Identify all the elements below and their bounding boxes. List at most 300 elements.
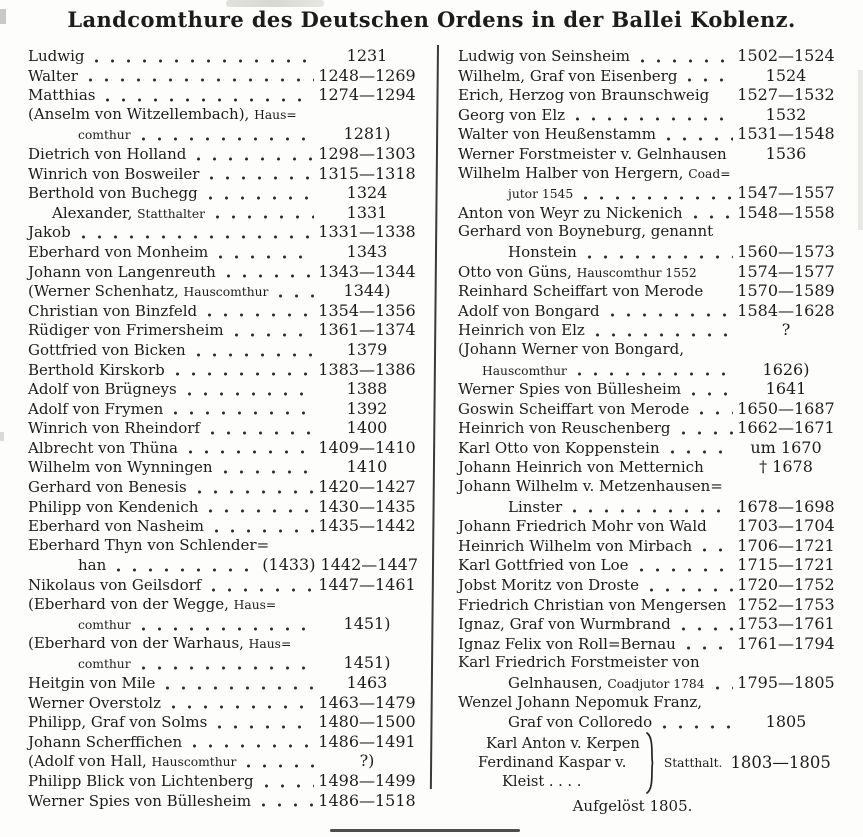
table-row [28,418,418,438]
entry-year: 1343 [346,241,388,261]
table-row [28,46,418,66]
entry-year: 1720—1752 [737,575,835,595]
table-row [28,536,418,556]
table-row [458,360,837,380]
table-row [28,653,418,673]
dot-leader [141,659,314,671]
dot-leader [662,718,733,730]
table-row [458,634,837,654]
entry-name: Johann Heinrich von Metternich [458,458,704,477]
table-row [28,320,418,340]
entry-name: Ignaz, Graf von Wurmbrand [458,615,671,634]
entry-year: 1392 [346,398,388,418]
entry-name-part: (Werner Schenhatz, [28,282,184,301]
entry-year: 1315—1318 [318,163,416,183]
table-row [28,360,418,380]
dot-leader [210,424,314,436]
entry-name: Linster [508,497,563,516]
table-row [28,124,418,144]
entry-name: Goswin Scheiffart von Merode [458,399,690,418]
table-row [28,693,418,713]
table-row [458,477,837,497]
entry-year: 1678—1698 [737,496,835,516]
entry-name: Karl Friedrich Forstmeister von [458,653,700,672]
statthalter-name: Ferdinand Kaspar v. [478,754,627,772]
dot-leader [278,287,314,299]
table-row [28,144,418,164]
table-row [28,771,418,791]
entry-name: Philipp, Graf von Solms [28,713,208,732]
entry-year: 1379 [346,339,388,359]
statthalter-names [478,734,640,792]
dot-leader [715,679,733,691]
entry-name: Berthold Kirskorb [28,360,165,379]
entry-name [28,125,131,143]
entry-year: 1547—1557 [737,183,835,203]
entry-name: Eberhard Thyn von Schlender= [28,535,270,554]
entry-year: 1805 [765,712,807,732]
table-row [28,457,418,477]
statthalter-label: Statthalt. [663,755,723,770]
dot-leader [691,385,733,397]
table-row [458,183,837,203]
entry-name: (Johann Werner von Bongard, [458,339,685,358]
entry-name: Ludwig [28,47,85,65]
entry-name-part: Otto von Güns, [458,262,577,281]
table-row [28,614,418,634]
entry-year: 1752—1753 [737,594,835,614]
right-column [458,46,837,815]
entry-name: Werner Spies von Büllesheim [28,791,252,810]
entry-year: 1715—1721 [737,555,835,575]
entry-name: Ignaz Felix von Roll=Bernau [458,634,676,653]
table-row [458,673,837,693]
entry-name: Adolf von Bongard [458,301,600,320]
entry-name: Werner Overstolz [28,693,161,712]
dot-leader [234,326,314,338]
entry-name-smalltype: comthur [78,618,131,633]
statthalter-years: 1803—1805 [730,753,831,773]
entry-year: 1795—1805 [737,673,835,692]
dot-leader [211,581,314,593]
entry-name: Wenzel Johann Nepomuk Franz, [458,692,703,711]
entry-name: Anton von Weyr zu Nickenich [458,203,683,222]
entry-year: 1343—1344 [318,261,416,281]
scan-artifact [0,432,4,441]
entry-year: 1331—1338 [318,222,416,242]
table-row [458,301,837,321]
dot-leader [171,698,314,710]
entry-name-smalltype: Hauscomthur [183,285,269,300]
entry-year: 1486—1491 [318,731,416,751]
entry-name: Georg von Elz [458,105,566,124]
entry-name: Rüdiger von Frimersheim [28,321,224,340]
entry-name: Graf von Colloredo [508,713,653,732]
dot-leader [699,404,733,416]
entry-year: 1584—1628 [737,300,835,320]
table-row [28,732,418,752]
dot-leader [577,365,733,377]
entry-name-part: Alexander, [52,203,138,222]
entry-year: 1274—1294 [318,85,416,105]
entry-year: 1480—1500 [318,712,416,732]
entry-name: Johann Scherffichen [28,732,183,751]
dot-leader [702,541,733,553]
entry-year: 1420—1427 [318,477,416,497]
table-row [28,164,418,184]
entry-year: 1400 [346,418,388,438]
entry-year: 1248—1269 [318,65,416,85]
entry-name: Heitgin von Mile [28,674,156,692]
table-row [28,183,418,203]
entry-name [28,105,297,123]
entry-name-smalltype: Hauscomthur [482,363,567,378]
entry-name [458,263,697,281]
entry-name-smalltype: comthur [78,657,131,672]
entry-year: 1524 [765,65,807,85]
table-row [28,379,418,399]
entry-name-part: (Eberhard von der Warhaus, [28,633,249,652]
entry-name: Gerhard von Benesis [28,478,187,497]
entry-name: Reinhard Scheiffart von Merode [458,282,704,301]
table-row [458,66,837,86]
dot-leader [264,777,314,789]
table-row [458,242,837,262]
entry-name: Wilhelm, Graf von Eisenberg [458,66,678,85]
entry-name-smalltype: Hauscomthur 1552 [576,265,697,280]
statthalter-group [458,733,837,793]
entry-name: Johann Wilhelm v. Metzenhausen= [458,477,723,496]
table-row [28,575,418,595]
dot-leader [173,404,314,416]
table-row [28,497,418,517]
table-row [458,164,837,184]
entry-year: 1650—1687 [737,398,835,418]
entry-name: Friedrich Christian von Mengersen [458,595,727,614]
entry-year: 1706—1721 [737,535,835,555]
dot-leader [165,679,314,691]
dot-leader [226,267,314,279]
entry-year: 1463—1479 [318,692,416,712]
entry-name: Werner Spies von Büllesheim [458,380,682,399]
table-row [28,222,418,242]
entry-name: Dietrich von Holland [28,144,187,163]
entry-name: Albrecht von Thüna [28,438,178,457]
entry-year: 1388 [346,379,388,399]
entry-name: Walter [28,66,78,85]
entry-name-smalltype: Statthalter [137,206,205,221]
entry-year: 1281) [343,124,391,144]
table-row [458,85,837,105]
dissolution-note: Aufgelöst 1805. [572,796,693,815]
entry-year: 1344) [343,281,391,301]
entry-year: 1753—1761 [737,614,835,634]
dot-leader [215,208,314,220]
dot-leader [141,130,314,142]
table-row [28,105,418,125]
entry-year: ? [781,320,791,340]
entry-year: 1231 [346,46,388,65]
entry-name [458,164,731,182]
table-row [458,595,837,615]
entry-name [458,361,567,379]
entry-name: Eberhard von Nasheim [28,517,205,536]
entry-name: Heinrich Wilhelm von Mirbach [458,536,693,555]
entry-name [28,654,131,672]
table-row [458,281,837,301]
table-row [458,438,837,458]
dot-leader [197,483,314,495]
entry-year: 1435—1442 [318,516,416,536]
table-row [28,66,418,86]
table-row [458,46,837,66]
bottom-rule [330,829,520,832]
table-row [28,281,418,301]
entry-name-smalltype: Haus= [254,107,297,122]
dot-leader [639,561,733,573]
entry-name-smalltype: comthur [78,128,131,143]
dot-leader [94,52,314,64]
dot-leader [223,463,315,475]
dot-leader [261,796,314,808]
entry-year: 1354—1356 [318,300,416,320]
entry-name: Philipp von Kendenich [28,497,199,516]
entry-name: Wilhelm von Wynningen [28,458,213,477]
entry-name: Walter von Heußenstamm [458,125,656,144]
table-row [458,614,837,634]
table-row [458,124,837,144]
entry-year: 1430—1435 [318,496,416,516]
dot-leader [670,443,733,455]
dot-leader [188,443,314,455]
entry-name: han [78,556,107,575]
entry-name: Gerhard von Boyneburg, genannt [458,222,714,241]
entry-name: Philipp Blick von Lichtenberg [28,771,254,790]
dot-leader [583,189,733,201]
table-row [28,242,418,262]
dot-leader [81,228,314,240]
table-row [458,399,837,419]
entry-year: (1433) 1442—1447 [262,555,418,575]
dot-leader [88,71,314,83]
entry-year: † 1678 [759,457,813,477]
entry-name: Nikolaus von Geilsdorf [28,576,202,595]
statthalter-name: Karl Anton v. Kerpen [486,734,640,752]
entry-name: Johann Friedrich Mohr von Wald [458,517,707,536]
entry-name-smalltype: Haus= [233,597,277,612]
right-column-rows [458,46,837,732]
entry-year: 1560—1573 [737,241,835,261]
dot-leader [208,502,314,514]
dot-leader [687,71,733,83]
entry-year: 1451) [343,653,391,673]
table-row [28,340,418,360]
dot-leader [217,718,314,730]
table-row [458,712,837,732]
entry-year: 1536 [765,143,807,163]
dot-leader [693,208,733,220]
entry-name: Adolf von Brügneys [28,380,177,399]
table-row [28,438,418,458]
table-row [28,555,418,575]
entry-name-smalltype: Coadjutor 1784 [607,677,705,691]
dot-leader [187,385,314,397]
dot-leader [649,581,733,593]
entry-year: 1502—1524 [737,46,835,65]
table-row [458,340,837,360]
entry-year: 1532 [765,104,807,124]
entry-name-part: (Anselm von Witzellembach), [28,104,255,123]
entry-name: Gottfried von Bicken [28,340,186,359]
entry-year: um 1670 [750,437,822,457]
table-row [28,301,418,321]
entry-year: 1574—1577 [737,261,835,281]
table-row [28,595,418,615]
entry-year: 1486—1518 [318,790,416,810]
entry-year: 1331 [346,202,388,222]
table-row [458,105,837,125]
entry-year: 1298—1303 [318,143,416,163]
two-column-list [28,46,837,815]
entry-year: ?) [359,751,375,771]
entry-name: Werner Forstmeister v. Gelnhausen [458,144,727,163]
entry-year: 1570—1589 [737,281,835,301]
entry-year: 1662—1671 [737,418,835,438]
dot-leader [192,737,314,749]
dot-leader [681,424,733,436]
entry-name: Heinrich von Reuschenberg [458,419,671,438]
entry-name-smalltype: Hauscomthur [151,755,237,770]
dot-leader [196,150,314,162]
entry-name: Karl Gottfried von Loe [458,556,629,575]
table-row [458,516,837,536]
dot-leader [595,326,733,338]
table-row [458,693,837,713]
table-row [458,203,837,223]
entry-name: Berthold von Buchegg [28,184,198,203]
dot-leader [681,620,733,632]
table-row [28,399,418,419]
scan-artifact [858,70,863,230]
entry-year: 1447—1461 [318,575,416,595]
entry-year: 1409—1410 [318,437,416,457]
entry-year: 1641 [765,379,807,399]
page-title: Landcomthure des Deutschen Ordens in der Ballei Koblenz. [67,7,796,32]
brace-icon [645,732,657,794]
entry-name: Adolf von Frymen [28,399,164,418]
entry-name-smalltype: Coad= [688,166,731,181]
entry-name-smalltype: jutor 1545 [508,187,574,202]
entry-name: Eberhard von Monheim [28,242,209,261]
dot-leader [105,91,314,103]
table-row [28,751,418,771]
entry-name [458,184,573,202]
entry-name [28,615,131,633]
table-row [458,379,837,399]
entry-name: Winrich von Rheindorf [28,419,200,438]
entry-year: 1383—1386 [318,359,416,379]
left-column [28,46,418,815]
entry-name-part: (Adolf von Hall, [28,752,152,771]
table-row [28,477,418,497]
entry-name: Johann von Langenreuth [28,262,216,281]
dot-leader [575,110,733,122]
table-row [458,536,837,556]
dot-leader [587,248,733,260]
dot-leader [141,620,314,632]
entry-name-part: Gelnhausen, [508,674,608,692]
entry-year: 1761—1794 [737,633,835,653]
table-row [458,457,837,477]
entry-year: 1451) [343,614,391,634]
entry-name-smalltype: Haus= [248,636,292,651]
entry-year: 1548—1558 [737,202,835,222]
table-row [28,516,418,536]
entry-name [28,752,236,770]
dot-leader [196,346,314,358]
dot-leader [686,639,733,651]
dot-leader [208,189,314,201]
entry-year: 1703—1704 [737,516,835,536]
dot-leader [610,306,733,318]
table-row [458,497,837,517]
table-row [458,575,837,595]
scan-artifact [226,0,324,7]
dot-leader [246,757,314,769]
table-row [458,320,837,340]
statthalter-name: Kleist . . . . [502,773,582,791]
dot-leader [640,52,733,64]
entry-year: 1324 [346,183,388,203]
table-row [458,418,837,438]
dot-leader [572,502,733,514]
entry-name: Erich, Herzog von Braunschweig [458,86,710,105]
dot-leader [116,561,260,573]
entry-name [28,204,205,222]
entry-name [28,634,291,652]
entry-year: 1531—1548 [737,124,835,144]
entry-name: Winrich von Bosweiler [28,164,200,183]
table-row [458,144,837,164]
dot-leader [218,248,314,260]
entry-name: Honstein [508,242,577,261]
entry-year: 1498—1499 [318,770,416,790]
table-row [28,712,418,732]
table-row [28,262,418,282]
table-row [458,555,837,575]
dot-leader [175,365,314,377]
entry-name: Ludwig von Seinsheim [458,47,631,65]
dot-leader [214,522,314,534]
entry-name [458,674,705,692]
entry-name [28,282,268,300]
entry-year: 1361—1374 [318,320,416,340]
table-row [458,222,837,242]
entry-year: 1463 [346,673,388,692]
dot-leader [666,130,733,142]
entry-name-part: (Eberhard von der Wegge, [28,594,234,613]
table-row [28,203,418,223]
table-row [28,791,418,811]
table-row [458,653,837,673]
table-row [28,634,418,654]
entry-year: 1626) [762,359,810,379]
entry-name: Matthias [28,86,96,105]
dot-leader [209,169,314,181]
table-row [28,673,418,693]
dot-leader [207,306,314,318]
entry-name: Christian von Binzfeld [28,301,198,320]
